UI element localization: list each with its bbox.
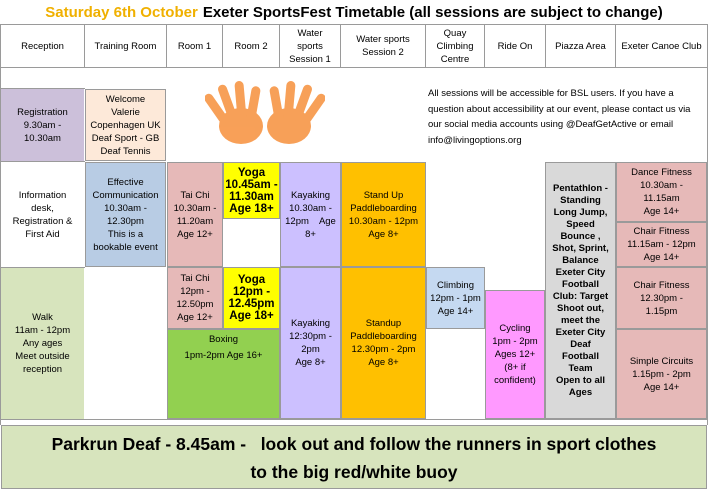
text-line: 10.30am - bbox=[173, 202, 217, 214]
text-line: Cycling bbox=[499, 323, 531, 334]
text-line: Football bbox=[562, 350, 599, 362]
text-line: 12.30pm - 2pm bbox=[351, 344, 416, 355]
grid-line bbox=[0, 419, 708, 420]
text-line: Dance Fitness bbox=[631, 167, 692, 178]
text-line: Age 12+ bbox=[177, 312, 213, 323]
session-dance-fitness bbox=[616, 162, 707, 222]
text-line: Registration & bbox=[12, 215, 73, 227]
text-line: Kayaking bbox=[290, 318, 331, 329]
text-line: 8+ bbox=[305, 228, 316, 240]
text-line: This is a bbox=[107, 228, 144, 240]
session-walk bbox=[1, 268, 84, 419]
header-room-2: Room 2 bbox=[234, 40, 268, 52]
text-line: Age 8+ bbox=[368, 357, 399, 368]
header-water-sports-1: Water sports Session 1 bbox=[289, 27, 331, 65]
text-line: reception bbox=[22, 364, 63, 375]
session-registration bbox=[1, 89, 84, 161]
session-climbing bbox=[426, 267, 485, 329]
text-line: Age 14+ bbox=[643, 252, 680, 263]
text-line: 12pm Age bbox=[285, 215, 336, 227]
text-line: Deaf Sport - GB bbox=[91, 132, 160, 144]
text-line: First Aid bbox=[25, 228, 60, 240]
text-line: Climbing bbox=[437, 279, 474, 291]
session-welcome bbox=[85, 89, 166, 161]
text-line: meet the bbox=[560, 314, 601, 326]
text-line: Welcome bbox=[105, 93, 146, 105]
text-line: Age 14+ bbox=[643, 381, 680, 393]
text-line: Ages 12+ bbox=[494, 349, 536, 360]
text-line: Exeter City bbox=[555, 266, 606, 278]
text-line: Club: Target bbox=[552, 290, 609, 302]
session-sup-1 bbox=[341, 162, 426, 267]
accessibility-note: All sessions will be accessible for BSL users. If you have a question about accessibility at our event, please contact us via our social media accounts using @DeafGetActive or email info@livingoptions.org bbox=[428, 88, 691, 146]
text-line: Pentathlon - bbox=[553, 182, 608, 194]
session-boxing bbox=[167, 329, 280, 419]
text-line: 10.45am - bbox=[225, 178, 278, 191]
text-line: 12.30pm - bbox=[640, 292, 683, 304]
text-line: Tai Chi bbox=[180, 273, 210, 284]
text-line: Open to all bbox=[555, 374, 606, 386]
session-title: Registration bbox=[17, 106, 68, 118]
text-line: Any ages bbox=[22, 338, 63, 349]
session-effective-communication bbox=[85, 162, 166, 267]
text-line: Team bbox=[568, 362, 593, 374]
text-line: Stand Up bbox=[363, 189, 404, 201]
text-line: desk, bbox=[31, 202, 54, 214]
text-line: Boxing bbox=[208, 334, 239, 345]
text-line: 12.50pm bbox=[176, 299, 214, 310]
header-training-room: Training Room bbox=[94, 40, 157, 52]
text-line: 11.30am bbox=[229, 190, 274, 203]
text-line: 1.15pm - 2pm bbox=[632, 368, 691, 380]
text-line: 1.15pm bbox=[645, 305, 678, 317]
session-tai-chi-2 bbox=[167, 267, 223, 329]
text-line: Chair Fitness bbox=[633, 226, 690, 237]
header-quay-climbing: Quay Climbing Centre bbox=[436, 27, 474, 65]
text-line: 11.15am bbox=[643, 193, 680, 204]
header-piazza-area: Piazza Area bbox=[555, 40, 606, 52]
text-line: Copenhagen UK bbox=[90, 119, 161, 131]
text-line: Age 18+ bbox=[229, 310, 274, 322]
text-line: Shot, Sprint, bbox=[552, 242, 609, 254]
text-line: 12pm - 1pm bbox=[430, 292, 481, 304]
session-kayaking-2 bbox=[280, 267, 341, 419]
text-line: 11.20am bbox=[176, 215, 214, 227]
text-line: Long Jump, bbox=[553, 206, 608, 218]
text-line: Kayaking bbox=[290, 189, 331, 201]
header-ride-on: Ride On bbox=[497, 40, 533, 52]
text-line: Communication bbox=[92, 189, 159, 201]
text-line: Meet outside bbox=[15, 351, 70, 362]
text-line: 12pm - bbox=[180, 286, 210, 297]
banner-line: to the big red/white buoy bbox=[250, 462, 458, 482]
text-line: Age 8+ bbox=[368, 228, 399, 240]
text-line: Yoga bbox=[237, 274, 266, 286]
text-line: 12pm - bbox=[232, 286, 271, 298]
text-line: Football bbox=[562, 278, 599, 290]
text-line: Shoot out, bbox=[557, 302, 604, 314]
text-line: Deaf bbox=[570, 338, 591, 350]
text-line: Information bbox=[18, 189, 67, 201]
text-line: Ages bbox=[568, 386, 593, 398]
header-reception: Reception bbox=[21, 40, 64, 52]
session-time: 9.30am - 10.30am bbox=[23, 119, 62, 144]
text-line: confident) bbox=[494, 375, 536, 386]
text-line: 12.30pm bbox=[107, 215, 144, 227]
text-line: Age 14+ bbox=[643, 206, 680, 217]
text-line: 10.30am - bbox=[640, 180, 683, 191]
text-line: Walk bbox=[32, 312, 53, 323]
parkrun-banner bbox=[1, 425, 707, 489]
text-line: bookable event bbox=[93, 241, 158, 253]
text-line: (8+ if bbox=[504, 362, 526, 373]
text-line: 12.45pm bbox=[228, 298, 275, 310]
text-line: 2pm bbox=[301, 344, 320, 355]
title-date: Saturday 6th October bbox=[45, 3, 198, 21]
text-line: Tai Chi bbox=[180, 189, 210, 201]
text-line: 1pm-2pm Age 16+ bbox=[184, 350, 263, 361]
orange-hands-icon bbox=[205, 78, 325, 156]
session-chair-fitness-2 bbox=[616, 267, 707, 329]
text-line: Deaf Tennis bbox=[100, 145, 151, 157]
text-line: Standing bbox=[560, 194, 601, 206]
text-line: 12:30pm - bbox=[289, 331, 332, 342]
session-cycling bbox=[485, 290, 545, 419]
text-line: Yoga bbox=[237, 166, 266, 179]
session-sup-2 bbox=[341, 267, 426, 419]
text-line: 10.30am - bbox=[289, 202, 332, 214]
text-line: 11.15am - 12pm bbox=[627, 239, 696, 250]
text-line: Paddleboarding bbox=[350, 202, 417, 214]
header-room-1: Room 1 bbox=[177, 40, 212, 52]
text-line: 1pm - 2pm bbox=[492, 336, 538, 347]
text-line: Valerie bbox=[111, 106, 140, 118]
session-yoga-1 bbox=[223, 162, 280, 219]
text-line: Chair Fitness bbox=[633, 279, 690, 291]
text-line: Effective bbox=[107, 176, 144, 188]
page-title bbox=[0, 0, 708, 24]
text-line: Bounce , bbox=[560, 230, 601, 242]
text-line: Balance bbox=[562, 254, 599, 266]
banner-line: Parkrun Deaf - 8.45am - look out and follow the runners in sport clothes bbox=[51, 434, 657, 454]
text-line: Age 14+ bbox=[437, 305, 474, 317]
grid-line bbox=[0, 67, 708, 68]
session-chair-fitness-1 bbox=[616, 222, 707, 267]
session-pentathlon bbox=[545, 162, 616, 419]
title-text: Exeter SportsFest Timetable (all sessions are subject to change) bbox=[202, 3, 663, 21]
text-line: Simple Circuits bbox=[629, 355, 694, 367]
text-line: Age 12+ bbox=[177, 228, 213, 240]
text-line: Age 8+ bbox=[295, 357, 326, 368]
text-line: 10.30am - 12pm bbox=[348, 215, 419, 227]
text-line: Exeter City bbox=[555, 326, 606, 338]
text-line: Standup bbox=[365, 318, 402, 329]
header-canoe-club: Exeter Canoe Club bbox=[621, 40, 702, 52]
header-water-sports-2: Water sports Session 2 bbox=[356, 34, 410, 58]
text-line: Paddleboarding bbox=[350, 331, 417, 342]
session-kayaking-1 bbox=[280, 162, 341, 267]
text-line: Age 18+ bbox=[229, 202, 274, 215]
session-yoga-2 bbox=[223, 267, 280, 329]
text-line: 11am - 12pm bbox=[14, 325, 71, 336]
text-line: 10.30am - bbox=[104, 202, 147, 214]
session-info-desk bbox=[1, 162, 84, 267]
session-simple-circuits bbox=[616, 329, 707, 419]
text-line: Speed bbox=[566, 218, 595, 230]
session-tai-chi-1 bbox=[167, 162, 223, 267]
